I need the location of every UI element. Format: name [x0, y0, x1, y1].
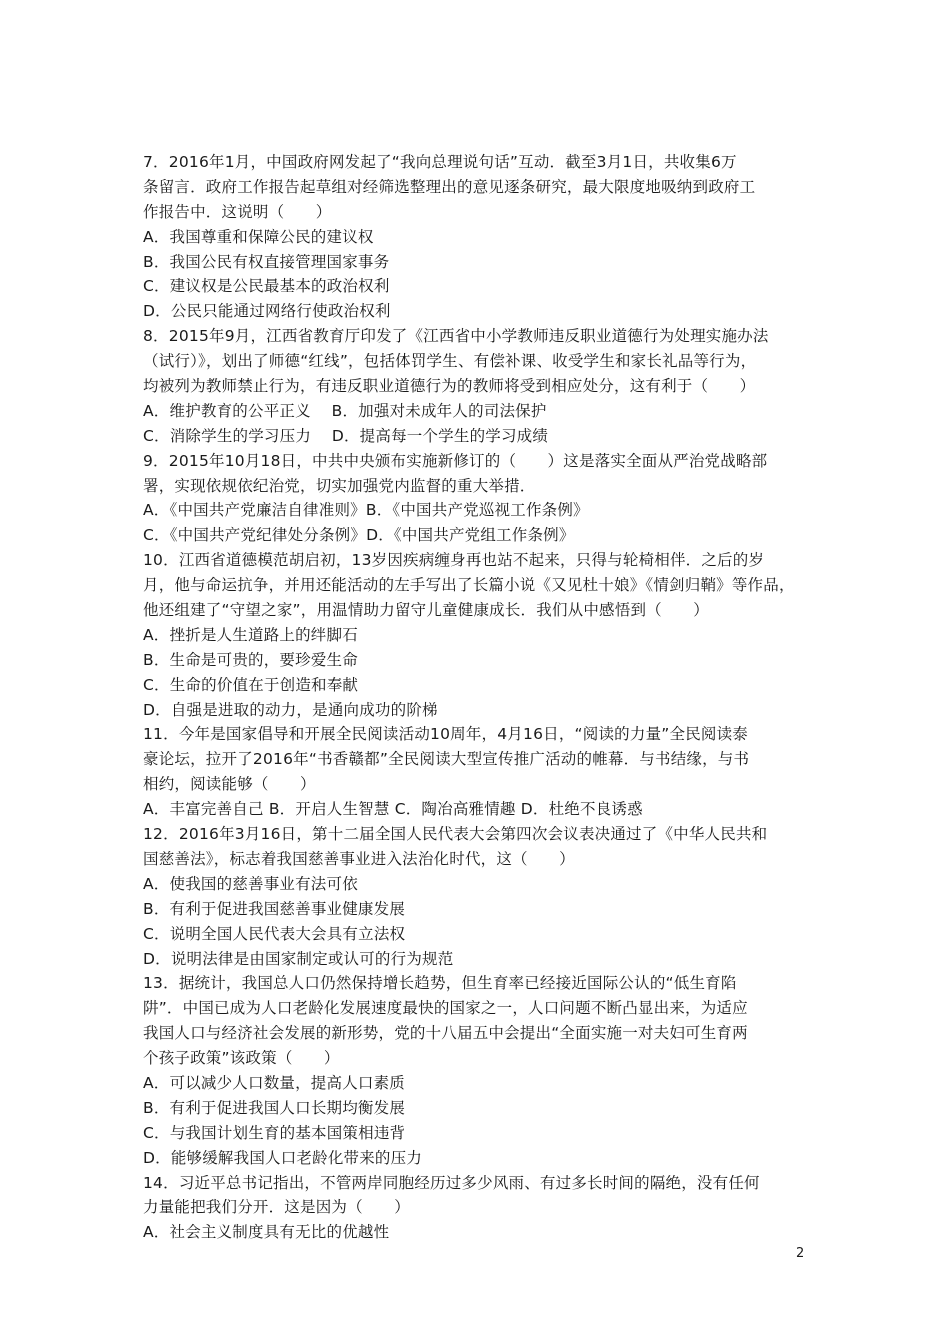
text-line: B．生命是可贵的，要珍爱生命 — [143, 650, 358, 669]
text-line: C．《中国共产党纪律处分条例》D．《中国共产党组工作条例》 — [143, 526, 575, 545]
text-line: 相约，阅读能够（ ） — [143, 775, 316, 794]
text-line: A．维护教育的公平正义 B．加强对未成年人的司法保护 — [143, 401, 547, 420]
text-line: 均被列为教师禁止行为，有违反职业道德行为的教师将受到相应处分，这有利于（ ） — [143, 377, 756, 396]
text-line: A．《中国共产党廉洁自律准则》B．《中国共产党巡视工作条例》 — [143, 501, 589, 520]
text-line: 个孩子政策”该政策（ ） — [143, 1049, 340, 1068]
text-line: B．有利于促进我国人口长期均衡发展 — [143, 1098, 406, 1117]
page-number: 2 — [796, 1246, 805, 1261]
text-line: A．社会主义制度具有无比的优越性 — [143, 1223, 390, 1242]
text-line: B．有利于促进我国慈善事业健康发展 — [143, 899, 406, 918]
text-line: 署，实现依规依纪治党，切实加强党内监督的重大举措． — [143, 476, 536, 495]
text-line: 12．2016年3月16日，第十二届全国人民代表大会第四次会议表决通过了《中华人民共和 — [143, 825, 768, 844]
text-line: A．挫折是人生道路上的绊脚石 — [143, 625, 358, 644]
text-line: 国慈善法》，标志着我国慈善事业进入法治化时代，这（ ） — [143, 849, 575, 868]
text-line: 作报告中．这说明（ ） — [143, 202, 332, 221]
text-line: 他还组建了“守望之家”，用温情助力留守儿童健康成长．我们从中感悟到（ ） — [143, 601, 709, 620]
text-line: 14．习近平总书记指出，不管两岸同胞经历过多少风雨、有过多长时间的隔绝，没有任何 — [143, 1173, 760, 1192]
text-line: D．公民只能通过网络行使政治权利 — [143, 302, 391, 321]
text-line: D．能够缓解我国人口老龄化带来的压力 — [143, 1148, 423, 1167]
text-line: D．说明法律是由国家制定或认可的行为规范 — [143, 949, 454, 968]
text-line: 13．据统计，我国总人口仍然保持增长趋势，但生育率已经接近国际公认的“低生育陷 — [143, 974, 737, 993]
text-line: C．说明全国人民代表大会具有立法权 — [143, 924, 406, 943]
text-line: 月，他与命运抗争，并用还能活动的左手写出了长篇小说《又见杜十娘》《情剑归鞘》等作品， — [143, 576, 795, 595]
text-line: D．自强是进取的动力，是通向成功的阶梯 — [143, 700, 438, 719]
text-line: 力量能把我们分开．这是因为（ ） — [143, 1198, 410, 1217]
page-content — [143, 150, 815, 1245]
text-line: B．我国公民有权直接管理国家事务 — [143, 252, 390, 271]
text-line: 7．2016年1月，中国政府网发起了“我向总理说句话”互动．截至3月1日，共收集6万 — [143, 153, 737, 171]
text-line: C．生命的价值在于创造和奉献 — [143, 675, 359, 694]
text-line: 11．今年是国家倡导和开展全民阅读活动10周年，4月16日，“阅读的力量”全民阅读泰 — [143, 725, 748, 744]
text-line: A．丰富完善自己 B．开启人生智慧 C．陶冶高雅情趣 D．杜绝不良诱惑 — [143, 800, 643, 819]
text-line: A．我国尊重和保障公民的建议权 — [143, 227, 374, 246]
text-line: C．建议权是公民最基本的政治权利 — [143, 277, 390, 296]
text-line: A．可以减少人口数量，提高人口素质 — [143, 1073, 406, 1092]
text-line: 阱”．中国已成为人口老龄化发展速度最快的国家之一，人口问题不断凸显出来，为适应 — [143, 999, 748, 1018]
text-line: 8．2015年9月，江西省教育厅印发了《江西省中小学教师违反职业道德行为处理实施办法 — [143, 327, 769, 346]
text-line: C．消除学生的学习压力 D．提高每一个学生的学习成绩 — [143, 426, 549, 445]
text-line: 豪论坛，拉开了2016年“书香赣都”全民阅读大型宣传推广活动的帷幕．与书结缘，与书 — [143, 750, 750, 769]
text-line: 10．江西省道德模范胡启初，13岁因疾病缠身再也站不起来，只得与轮椅相伴．之后的岁 — [143, 551, 765, 570]
text-line: （试行）》，划出了师德“红线”，包括体罚学生、有偿补课、收受学生和家长礼品等行为， — [143, 352, 757, 371]
text-line: A．使我国的慈善事业有法可依 — [143, 874, 358, 893]
text-line: 条留言．政府工作报告起草组对经筛选整理出的意见逐条研究，最大限度地吸纳到政府工 — [143, 177, 756, 196]
text-line: 我国人口与经济社会发展的新形势，党的十八届五中会提出“全面实施一对夫妇可生育两 — [143, 1024, 748, 1043]
text-line: C．与我国计划生育的基本国策相违背 — [143, 1123, 406, 1142]
text-line: 9．2015年10月18日，中共中央颁布实施新修订的（ ）这是落实全面从严治党战略部 — [143, 451, 768, 470]
